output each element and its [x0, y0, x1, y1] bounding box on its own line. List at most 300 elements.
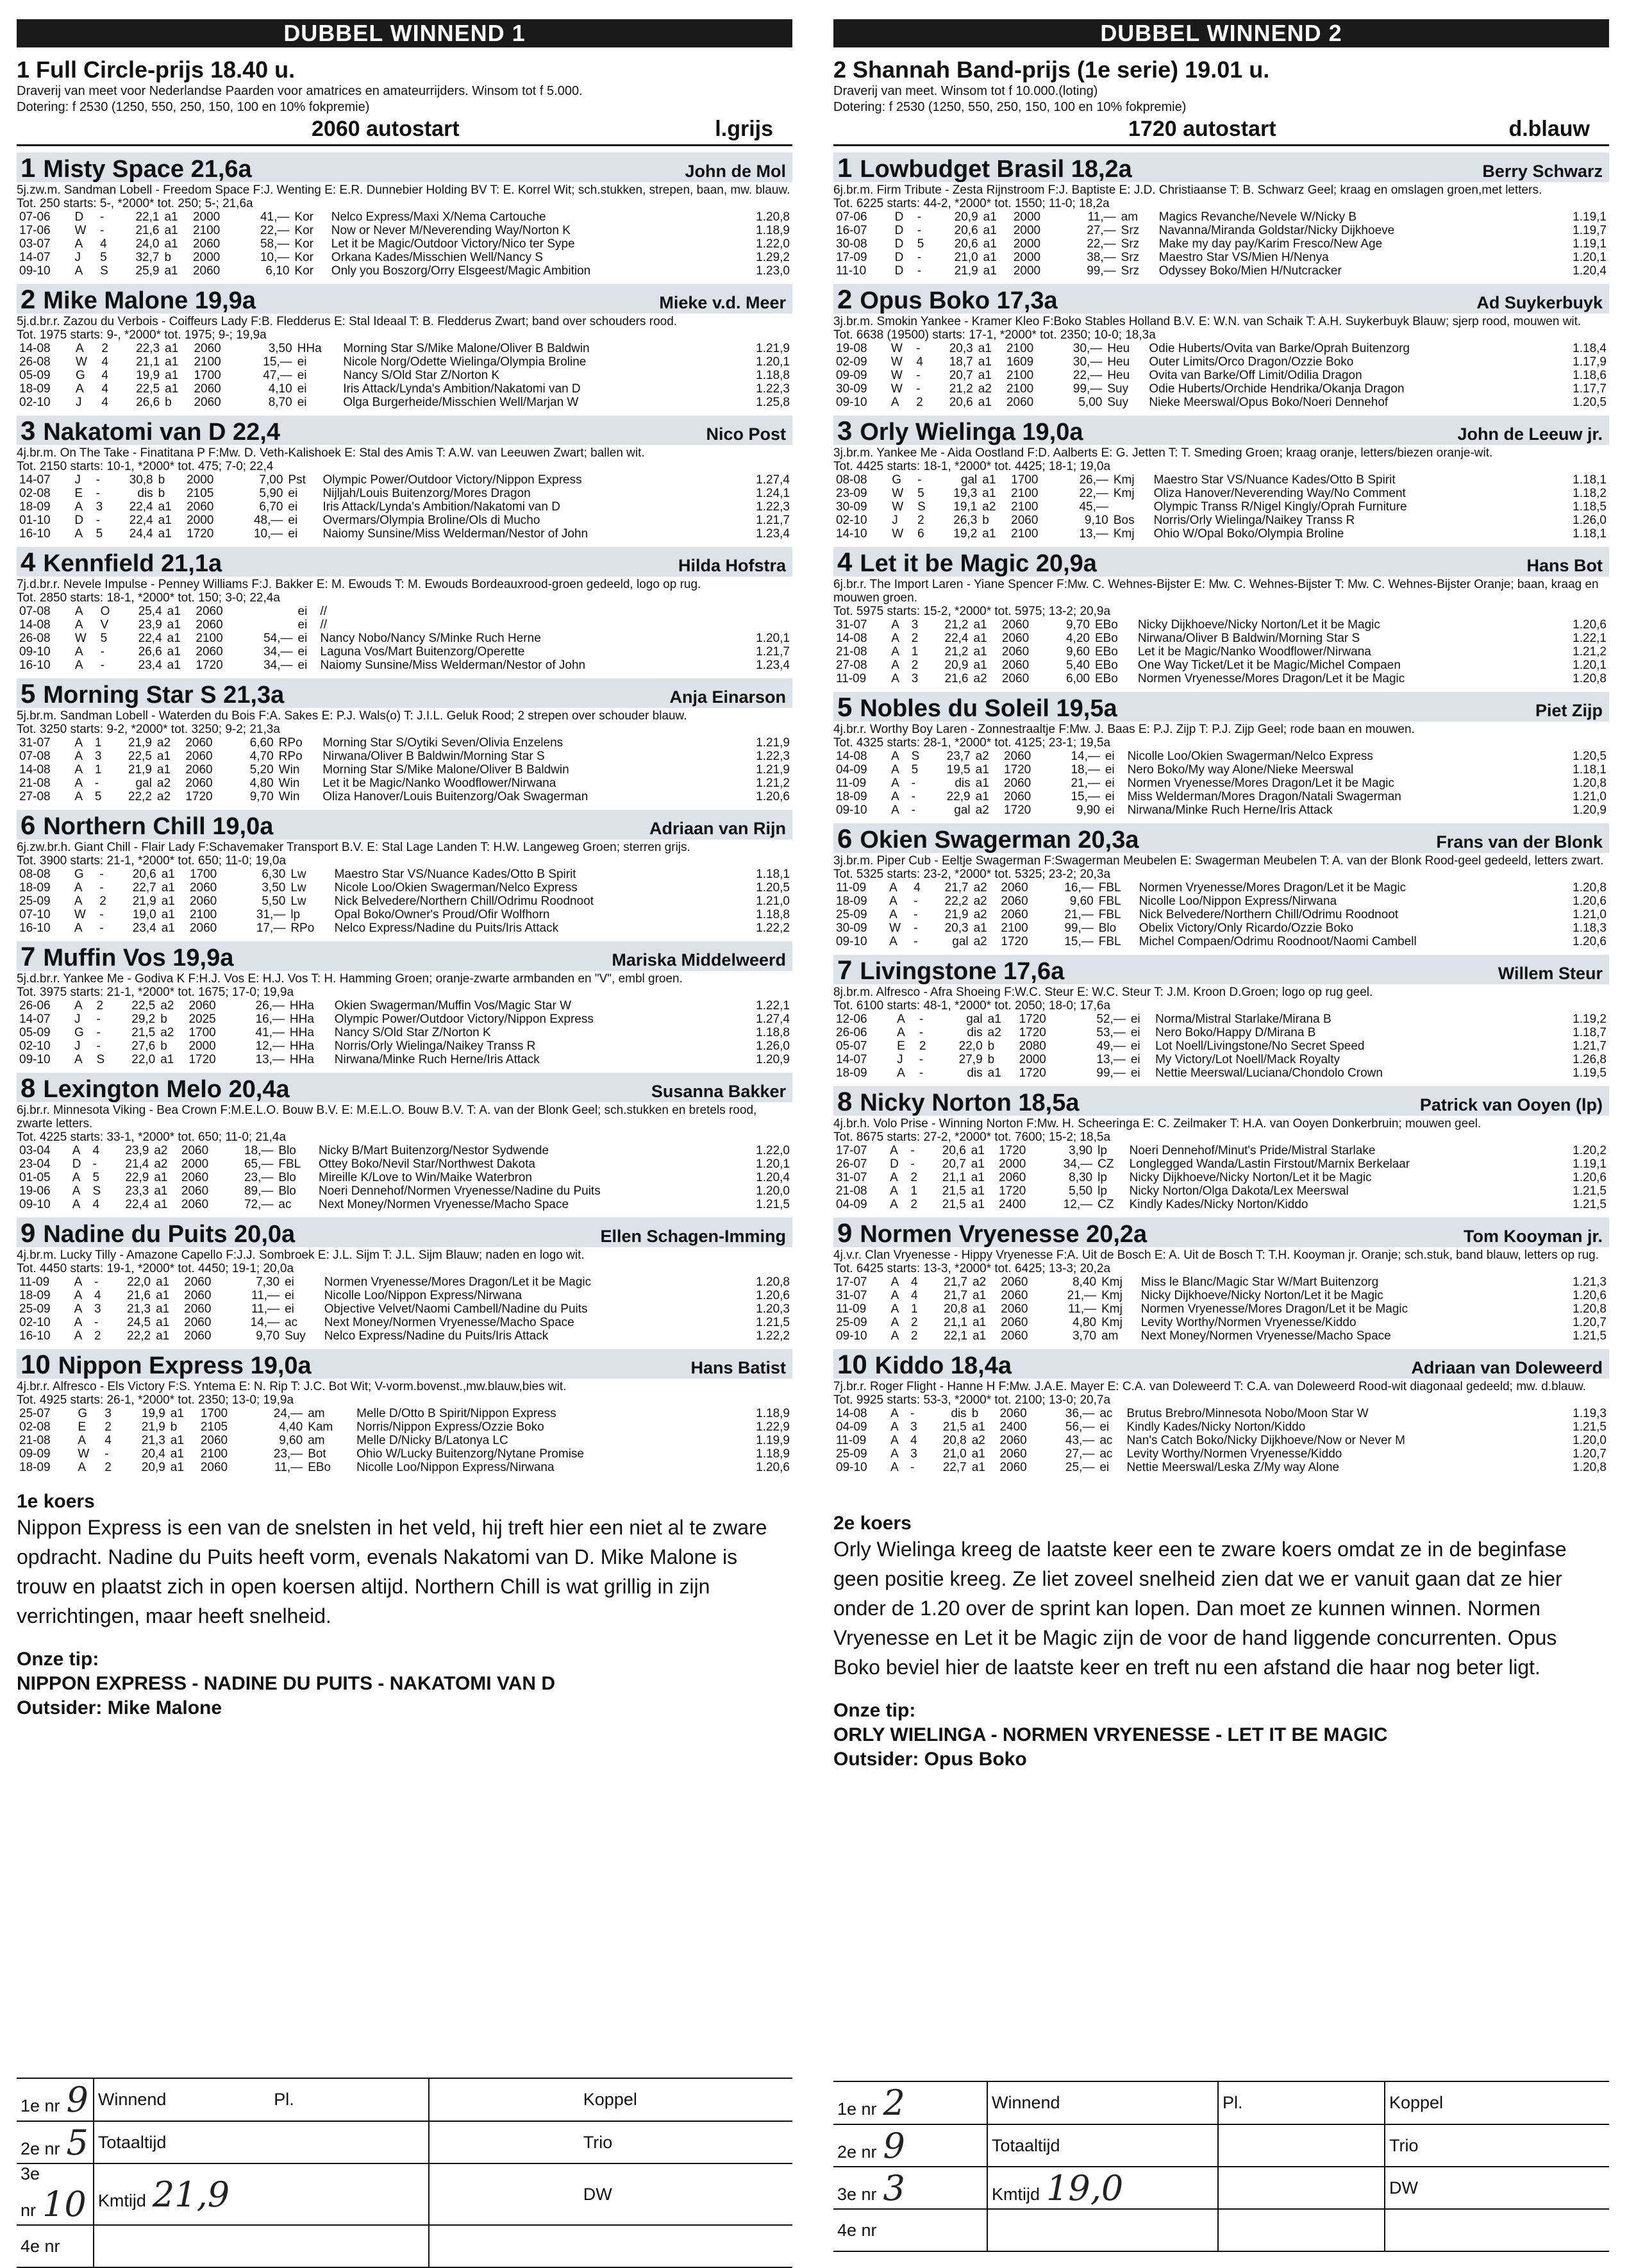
table-cell: 19,1: [953, 500, 978, 514]
table-cell: 1.21,7: [1573, 1039, 1607, 1053]
table-cell: A: [890, 1198, 898, 1211]
table-cell: A: [74, 1302, 83, 1316]
table-cell: G: [76, 369, 85, 382]
entry-header: [17, 547, 792, 576]
table-cell: -: [99, 921, 104, 935]
table-cell: 2100: [1001, 921, 1028, 935]
handwritten-value[interactable]: 5: [66, 2122, 88, 2163]
table-row: [17, 618, 792, 632]
table-cell: 31-07: [836, 1289, 867, 1302]
table-cell: A: [890, 1144, 898, 1157]
table-cell: 1.23,4: [756, 527, 790, 541]
table-cell: D: [894, 251, 904, 264]
table-cell: 9,70: [249, 790, 274, 803]
table-cell: E: [897, 1039, 905, 1053]
table-cell: 4: [101, 355, 108, 369]
table-cell: RPo: [278, 750, 303, 763]
table-cell: 6,30: [262, 868, 286, 881]
table-cell: A: [78, 1461, 87, 1474]
table-cell: A: [890, 1302, 899, 1316]
table-cell: 9,70: [256, 1329, 280, 1343]
table-cell: 54,—: [263, 632, 293, 645]
table-cell: 2060: [184, 1329, 212, 1343]
entry-header: [17, 153, 792, 182]
table-cell: a1: [170, 1447, 184, 1461]
table-cell: A: [74, 736, 83, 750]
table-cell: 1720: [188, 1053, 216, 1066]
table-cell: 2060: [184, 1302, 212, 1316]
table-cell: Kmj: [1101, 1289, 1123, 1302]
table-cell: -: [911, 790, 915, 803]
form-row: [833, 2167, 1609, 2209]
horse-name-line: [21, 1073, 290, 1104]
table-cell: 4: [914, 881, 921, 895]
table-cell: 20,3: [944, 921, 969, 935]
table-cell: -: [96, 1039, 101, 1053]
table-cell: 6,10: [265, 264, 290, 278]
table-cell: dis: [955, 777, 971, 790]
table-cell: 1.21,5: [1573, 1198, 1607, 1211]
table-cell: 1.22,2: [756, 1329, 790, 1343]
table-cell: A: [74, 895, 83, 908]
table-cell: 1.26,8: [1573, 1053, 1607, 1066]
table-cell: 99,—: [1096, 1066, 1126, 1080]
table-cell: Nick Belvedere/Northern Chill/Odrimu Roodnoot: [334, 895, 594, 908]
table-cell: Normen Vryenesse/Mores Dragon/Let it be Magic: [1137, 672, 1405, 685]
horse-name: Morning Star S 21,3a: [43, 682, 285, 709]
table-cell: a2: [156, 736, 171, 750]
table-cell: a2: [978, 382, 992, 396]
table-cell: 21-08: [836, 1184, 867, 1198]
table-cell: 52,—: [1096, 1012, 1126, 1026]
horse-name-line: [837, 955, 1064, 986]
table-cell: D: [894, 264, 904, 278]
entry-header: [833, 692, 1609, 721]
horse-entry: [833, 823, 1609, 948]
horse-stats: Tot. 5325 starts: 23-2, *2000* tot. 5325; 23-2; 20,3a: [833, 868, 1111, 881]
table-cell: 18-09: [836, 895, 867, 908]
table-cell: 5: [917, 487, 924, 500]
outsider-text: Outsider: Opus Boko: [833, 1749, 1027, 1770]
table-cell: 27,9: [958, 1053, 983, 1066]
horse-name: Nobles du Soleil 19,5a: [860, 695, 1117, 722]
table-cell: b: [971, 1407, 979, 1420]
table-cell: Srz: [1121, 224, 1140, 237]
table-cell: 18,—: [1071, 763, 1100, 777]
table-cell: 17-07: [836, 1275, 867, 1289]
table-cell: Miss Welderman/Mores Dragon/Natali Swagerman: [1127, 790, 1401, 803]
table-cell: 4: [910, 1434, 917, 1447]
table-cell: Ovita van Barke/Off Limit/Odilia Dragon: [1149, 369, 1362, 382]
table-cell: 21,7: [944, 1275, 968, 1289]
table-cell: 21,9: [944, 908, 969, 921]
handwritten-value[interactable]: 9: [883, 2125, 905, 2166]
table-cell: 5,20: [249, 763, 274, 777]
table-cell: 26,6: [136, 396, 160, 409]
table-cell: 23,—: [244, 1171, 274, 1184]
table-cell: D: [894, 224, 904, 237]
table-cell: 21-08: [19, 777, 51, 790]
table-cell: 99,—: [1064, 921, 1094, 935]
table-cell: Blo: [278, 1171, 296, 1184]
table-cell: 12,—: [255, 1039, 285, 1053]
table-cell: lp: [1098, 1184, 1107, 1198]
table-cell: a2: [160, 999, 174, 1012]
horse-stats: Tot. 6100 starts: 48-1, *2000* tot. 2050; 18-0; 17,6a: [833, 999, 1111, 1012]
horse-name-line: [21, 284, 256, 315]
table-cell: Blo: [278, 1184, 296, 1198]
table-cell: -: [911, 777, 915, 790]
driver-name: John de Leeuw jr.: [1457, 424, 1603, 444]
table-cell: 09-10: [836, 803, 867, 817]
table-cell: Levity Worthy/Normen Vryenesse/Kiddo: [1126, 1447, 1342, 1461]
table-cell: Levity Worthy/Normen Vryenesse/Kiddo: [1140, 1316, 1356, 1329]
table-cell: 4,70: [249, 750, 274, 763]
table-cell: //: [320, 618, 328, 632]
horse-name: Orly Wielinga 19,0a: [860, 419, 1083, 446]
table-cell: 2060: [188, 999, 216, 1012]
table-cell: A: [74, 777, 83, 790]
table-cell: a1: [978, 396, 992, 409]
entry-header: [17, 1218, 792, 1247]
table-cell: W: [76, 355, 87, 369]
table-cell: 05-09: [19, 369, 51, 382]
table-cell: 11,—: [1087, 210, 1116, 224]
table-cell: Lw: [290, 868, 306, 881]
table-cell: 23,4: [132, 921, 156, 935]
table-cell: 05-09: [19, 1026, 51, 1039]
table-cell: A: [891, 790, 899, 803]
form-row: [17, 2079, 792, 2121]
entry-header: [17, 678, 792, 708]
table-row: [833, 251, 1609, 264]
table-cell: 29,2: [131, 1012, 156, 1026]
horse-info: 5j.zw.m. Sandman Lobell - Freedom Space F:J. Wenting E: E.R. Dunnebier Holding BV T: E. Korrel Wit; sch.stukken, strepen, baan, mw. blauw.: [17, 183, 790, 197]
table-cell: 21,3: [141, 1434, 165, 1447]
entry-header: [833, 955, 1609, 984]
horse-info: 6j.br.r. The Import Laren - Yiane Spencer F:Mw. C. Wehnes-Bijster E: Mw. C. Wehnes-Bijster T: Mw. C. Wehnes-Bijster Oranje; baan, kraag en mouwen groen.: [833, 578, 1599, 605]
table-cell: 1.22,3: [756, 382, 790, 396]
table-cell: 31-07: [836, 618, 867, 632]
table-cell: 2060: [184, 1289, 212, 1302]
table-cell: 25-09: [19, 895, 51, 908]
table-cell: 2060: [192, 264, 221, 278]
table-cell: ei: [288, 514, 298, 527]
horse-stats: Tot. 4425 starts: 18-1, *2000* tot. 4425; 18-1; 19,0a: [833, 460, 1111, 473]
table-cell: 16-10: [19, 659, 51, 672]
horse-entry: [17, 153, 792, 278]
table-row: [17, 1407, 792, 1420]
horse-stats: Tot. 4225 starts: 33-1, *2000* tot. 650; 11-0; 21,4a: [17, 1130, 287, 1144]
table-cell: -: [910, 1157, 915, 1171]
table-cell: 07-06: [19, 210, 51, 224]
table-row: [17, 763, 792, 777]
table-row: [833, 618, 1609, 632]
table-cell: 14-08: [19, 342, 51, 355]
table-cell: 20,6: [954, 224, 978, 237]
table-row: [833, 1407, 1609, 1420]
table-cell: Oliza Hanover/Louis Buitenzorg/Oak Swagerman: [322, 790, 588, 803]
table-cell: 03-07: [19, 237, 51, 251]
table-cell: am: [308, 1434, 325, 1447]
table-row: [833, 632, 1609, 645]
race-conditions: Draverij van meet voor Nederlandse Paarden voor amatrices en amateurrijders. Winsom tot f 5.000.: [17, 84, 583, 98]
form-label: Winnend: [987, 2082, 1218, 2124]
table-cell: Srz: [1121, 264, 1140, 278]
table-cell: ei: [1130, 1053, 1140, 1066]
table-cell: Blo: [1098, 921, 1117, 935]
table-cell: Normen Vryenesse/Mores Dragon/Let it be Magic: [324, 1275, 592, 1289]
table-cell: 1720: [187, 527, 214, 541]
table-cell: 2000: [1013, 224, 1041, 237]
table-cell: 20,6: [132, 868, 156, 881]
table-cell: 2000: [1013, 251, 1041, 264]
table-cell: 1.21,9: [756, 736, 790, 750]
table-cell: Pst: [288, 473, 306, 487]
table-cell: 18-09: [19, 382, 51, 396]
table-cell: ei: [285, 1275, 294, 1289]
driver-name: Tom Kooyman jr.: [1463, 1227, 1603, 1246]
table-cell: 2: [99, 895, 106, 908]
table-cell: 02-10: [19, 396, 51, 409]
table-cell: A: [890, 1316, 899, 1329]
horse-info: 4j.v.r. Clan Vryenesse - Hippy Vryenesse F:A. Uit de Bosch E: A. Uit de Bosch T: T.H. Kooyman jr. Oranje; sch.stuk, band blauw, letters op rug.: [833, 1248, 1599, 1262]
table-row: [17, 382, 792, 396]
table-cell: 22,7: [132, 881, 156, 895]
starts-table: [17, 1275, 792, 1343]
table-cell: Bos: [1113, 514, 1135, 527]
starts-table: [833, 210, 1609, 278]
table-row: [833, 1026, 1609, 1039]
table-cell: 07-10: [19, 908, 51, 921]
table-cell: 22,1: [135, 210, 160, 224]
horse-name-line: [21, 810, 273, 841]
table-cell: Only you Boszorg/Orry Elsgeest/Magic Ambition: [331, 264, 591, 278]
tip-block: [833, 1699, 1609, 1772]
table-cell: A: [891, 632, 899, 645]
table-cell: 21,9: [132, 895, 156, 908]
analysis-text: Orly Wielinga kreeg de laatste keer een te zware koers omdat ze in de beginfase geen positie kreeg. Ze liet zoveel snelheid zien dat we er vanuit gaan dat ze hier onder de 1.20 over de sprint kan lopen. Dan moet ze kunnen winnen. Normen Vryenesse en Let it be Magic zijn de voor de hand liggende concurrenten. Opus Boko beviel hier de laatste keer en treft nu een afstand die haar nog beter ligt.: [833, 1538, 1567, 1679]
table-cell: 1.20,5: [756, 881, 790, 895]
form-label: Koppel: [429, 2079, 792, 2121]
table-row: [833, 895, 1609, 908]
horse-number: 8: [837, 1086, 853, 1116]
table-cell: a1: [973, 632, 987, 645]
table-cell: 14-10: [836, 527, 867, 541]
race-prize: Dotering: f 2530 (1250, 550, 250, 150, 100 en 10% fokpremie): [17, 100, 370, 114]
table-cell: a2: [973, 895, 987, 908]
table-cell: 10,—: [253, 527, 283, 541]
handwritten-value[interactable]: 19,0: [1046, 2167, 1124, 2208]
table-cell: W: [78, 1447, 90, 1461]
table-cell: 21,5: [942, 1184, 966, 1198]
table-cell: 31,—: [256, 908, 286, 921]
table-cell: Let it be Magic/Outdoor Victory/Nico ter Sype: [331, 237, 575, 251]
table-cell: 1.21,7: [756, 645, 790, 659]
table-cell: Nirwana/Oliver B Baldwin/Morning Star S: [322, 750, 545, 763]
table-cell: A: [897, 1012, 905, 1026]
table-cell: 26,—: [255, 999, 285, 1012]
table-cell: Nirwana/Minke Ruch Herne/Iris Attack: [1127, 803, 1333, 817]
table-cell: A: [889, 935, 897, 948]
handwritten-value[interactable]: 21,9: [152, 2174, 230, 2215]
table-cell: A: [890, 1275, 899, 1289]
table-cell: -: [96, 1026, 101, 1039]
table-cell: 09-09: [836, 369, 867, 382]
table-cell: 1.19,3: [1573, 1407, 1607, 1420]
table-cell: Nancy S/Old Star Z/Norton K: [343, 369, 500, 382]
table-cell: gal: [960, 473, 978, 487]
table-cell: 20,6: [949, 396, 973, 409]
table-cell: A: [76, 342, 84, 355]
form-label: 1e nr: [837, 2099, 877, 2119]
driver-name: Anja Einarson: [669, 687, 786, 707]
horse-entry: [17, 547, 792, 672]
handwritten-value[interactable]: 10: [42, 2184, 87, 2224]
table-cell: 14-08: [19, 763, 51, 777]
table-cell: 30,—: [1073, 342, 1103, 355]
table-cell: 23-04: [19, 1157, 51, 1171]
table-cell: 1.20,1: [1573, 659, 1607, 672]
table-cell: b: [158, 487, 165, 500]
table-cell: 19,9: [141, 1407, 165, 1420]
table-cell: 21,9: [954, 264, 978, 278]
horse-name: Okien Swagerman 20,3a: [860, 827, 1139, 853]
horse-entry: [17, 1349, 792, 1474]
table-cell: 16-10: [19, 527, 51, 541]
table-cell: a1: [978, 369, 992, 382]
table-row: [833, 1302, 1609, 1316]
table-cell: 2060: [185, 763, 213, 777]
table-cell: 6,70: [259, 500, 283, 514]
table-cell: 23,3: [125, 1184, 149, 1198]
table-cell: 1.21,5: [756, 1198, 790, 1211]
table-cell: 14-07: [836, 1053, 867, 1066]
race-prize: Dotering: f 2530 (1250, 550, 250, 150, 100 en 10% fokpremie): [833, 100, 1187, 114]
table-row: [17, 473, 792, 487]
table-cell: a1: [158, 500, 172, 514]
table-cell: 2060: [1001, 1302, 1028, 1316]
table-row: [17, 895, 792, 908]
table-cell: ac: [285, 1316, 298, 1329]
table-cell: 26-06: [19, 999, 51, 1012]
table-cell: a1: [975, 790, 989, 803]
table-cell: ei: [288, 527, 298, 541]
table-cell: 1.18,9: [756, 224, 790, 237]
table-cell: 23,7: [946, 750, 971, 763]
horse-entry: [17, 416, 792, 541]
tip-text: ORLY WIELINGA - NORMEN VRYENESSE - LET IT BE MAGIC: [833, 1724, 1388, 1745]
table-cell: b: [987, 1053, 995, 1066]
table-cell: My Victory/Lot Noell/Mack Royalty: [1155, 1053, 1340, 1066]
table-cell: 22,2: [128, 790, 152, 803]
table-cell: 2100: [194, 355, 221, 369]
table-row: [17, 369, 792, 382]
table-cell: Odyssey Boko/Mien H/Nutcracker: [1158, 264, 1342, 278]
table-cell: 20,6: [954, 237, 978, 251]
table-cell: 3: [94, 750, 102, 763]
tip-label: Onze tip:: [833, 1700, 916, 1721]
table-cell: 11,—: [251, 1289, 280, 1302]
table-cell: 2060: [1003, 750, 1031, 763]
table-cell: J: [74, 1012, 81, 1026]
horse-number: 5: [21, 678, 36, 709]
table-cell: 4: [910, 1289, 918, 1302]
table-row: [833, 514, 1609, 527]
table-cell: a1: [170, 1461, 184, 1474]
table-cell: 22,5: [131, 999, 156, 1012]
table-row: [17, 1316, 792, 1329]
table-cell: 09-10: [19, 264, 51, 278]
table-cell: 21-08: [836, 645, 867, 659]
horse-info: 5j.d.br.r. Yankee Me - Godiva K F:H.J. Vos E: H.J. Vos T: H. Hamming Groen; oranje-zwarte armbanden en "V", embl groen.: [17, 972, 683, 986]
table-cell: 2105: [200, 1420, 228, 1434]
table-cell: 30,8: [129, 473, 153, 487]
table-cell: 1.20,6: [1573, 1289, 1607, 1302]
table-cell: W: [890, 382, 903, 396]
driver-name: John de Mol: [685, 162, 786, 181]
form-label: 4e nr: [833, 2209, 987, 2251]
table-cell: Win: [278, 790, 300, 803]
table-cell: Nieke Meerswal/Opus Boko/Noeri Dennehof: [1149, 396, 1389, 409]
handwritten-value[interactable]: 9: [66, 2079, 88, 2120]
form-label: 3e nr: [837, 2184, 877, 2204]
horse-name: Let it be Magic 20,9a: [860, 550, 1097, 577]
table-cell: 18,7: [949, 355, 973, 369]
table-row: [17, 632, 792, 645]
table-row: [833, 1144, 1609, 1157]
table-cell: -: [917, 210, 922, 224]
table-cell: 1.21,0: [1573, 790, 1607, 803]
table-cell: J: [74, 473, 81, 487]
table-cell: 1.18,5: [1573, 500, 1607, 514]
table-cell: 1.20,4: [1573, 264, 1607, 278]
table-cell: 4: [100, 237, 107, 251]
table-cell: a2: [982, 500, 996, 514]
table-cell: J: [76, 396, 82, 409]
table-cell: a2: [154, 1144, 168, 1157]
table-cell: 7,30: [256, 1275, 280, 1289]
table-cell: 1720: [999, 1184, 1026, 1198]
table-cell: 22,4: [125, 1198, 149, 1211]
table-cell: a1: [170, 1434, 184, 1447]
table-cell: A: [74, 750, 83, 763]
section-header: DUBBEL WINNEND 1: [17, 19, 792, 47]
table-cell: 1.20,1: [756, 632, 790, 645]
table-cell: 19,0: [132, 908, 156, 921]
form-label: DW: [1385, 2167, 1609, 2209]
table-cell: Michel Compaen/Odrimu Roodnoot/Naomi Cambell: [1139, 935, 1417, 948]
handwritten-value[interactable]: 3: [883, 2167, 905, 2208]
table-cell: 07-08: [19, 605, 51, 618]
horse-info: 4j.br.r. Alfresco - Els Victory F:S. Yntema E: N. Rip T: J.C. Bot Wit; V-vorm.bovenst.,mw.blauw,bies wit.: [17, 1380, 567, 1393]
table-cell: Maestro Star VS/Nuance Kades/Otto B Spirit: [1153, 473, 1396, 487]
table-cell: Lw: [290, 881, 306, 895]
table-cell: Nettie Meerswal/Luciana/Chondolo Crown: [1155, 1066, 1383, 1080]
table-cell: Next Money/Normen Vryenesse/Macho Space: [319, 1198, 569, 1211]
table-cell: Kmj: [1101, 1316, 1123, 1329]
table-cell: 21,3: [127, 1302, 151, 1316]
table-cell: Heu: [1107, 342, 1130, 355]
table-cell: 2060: [1001, 881, 1028, 895]
race-meta: [833, 117, 1609, 142]
table-cell: W: [890, 369, 903, 382]
table-cell: 20,9: [954, 210, 978, 224]
table-cell: 09-10: [836, 396, 867, 409]
table-cell: 2060: [999, 1171, 1026, 1184]
handwritten-value[interactable]: 2: [883, 2083, 905, 2123]
table-cell: Normen Vryenesse/Mores Dragon/Let it be Magic: [1140, 1302, 1408, 1316]
